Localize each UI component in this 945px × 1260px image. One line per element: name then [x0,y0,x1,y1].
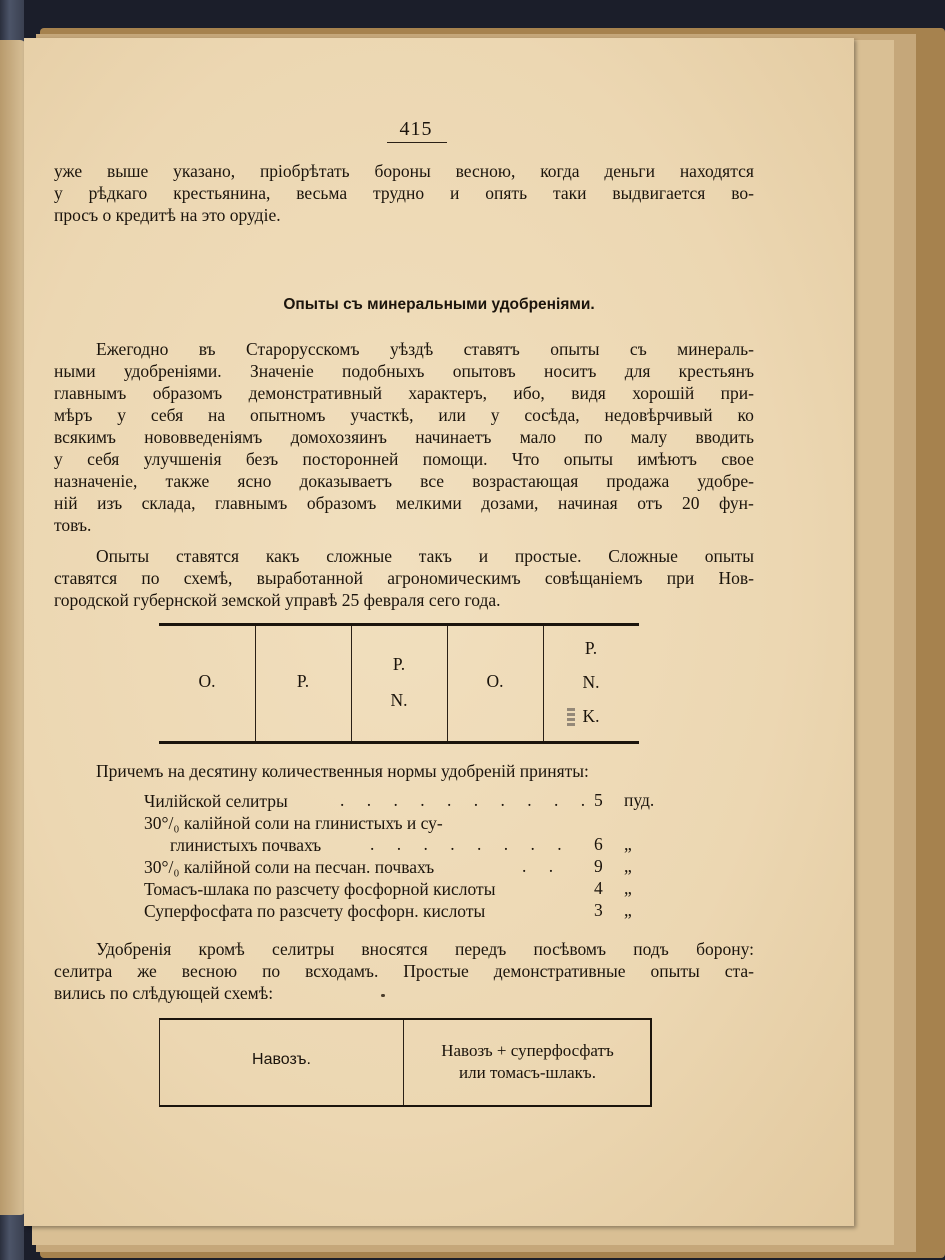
word: главнымъ [54,383,127,403]
word: домохозяинъ [290,427,387,447]
word: какъ [265,546,300,566]
word: бороны [374,161,431,181]
word: себя [87,449,120,469]
norm-value: 3 [594,900,603,920]
word: изъ [97,493,123,513]
word: у [54,183,63,203]
word: 20 [681,493,700,513]
word: характеръ, [408,383,488,403]
norm-unit: пуд. [624,790,655,810]
table-divider [403,1020,404,1105]
norm-row [144,900,485,922]
word: посторонней [302,449,399,469]
word: участкѣ, [350,405,414,425]
word: ясно [237,471,272,491]
word: удобре- [697,471,754,491]
word: начинаетъ [415,427,492,447]
norm-name: Суперфосфата по разсчету фосфорн. кислоты [144,901,486,921]
scheme-cell-line: или томасъ-шлакъ. [459,1063,596,1082]
word: ставятся [175,546,240,566]
page-number: 415 [399,118,433,140]
word: сложные [326,546,392,566]
word: также [165,471,210,491]
scheme-cell: P. [584,638,598,658]
word: всходамъ. [305,961,379,981]
word: дозами, [481,493,539,513]
word: образомъ [152,383,223,403]
norm-name: Томасъ-шлака по разсчету фосфорной кислоты [144,879,496,899]
table-divider [543,626,544,741]
word: агрономическимъ [387,568,521,588]
word: уѣздѣ [389,339,434,359]
word: ко [737,405,754,425]
word: таки [552,183,587,203]
word: рѣдкаго [88,183,148,203]
word: же [137,961,157,981]
text-line [54,470,754,492]
text-line [54,567,754,589]
word: опытовъ [452,361,516,381]
word: крестьянъ [678,361,754,381]
word: Простые [403,961,469,981]
scheme-cell: N. [390,690,408,710]
word: крестьянина, [173,183,271,203]
word: на [208,405,226,425]
word: прiобрѣтать [259,161,350,181]
word: ибо, [513,383,545,403]
text-line [54,448,754,470]
text-line: вились по слѣдующей схемѣ: [54,983,274,1003]
word: нiй [54,493,78,513]
word: минераль- [677,339,754,359]
table-divider [255,626,256,741]
word: демонстративные [493,961,626,981]
word: вводить [695,427,754,447]
scheme-cell: Навозъ. [252,1051,311,1068]
word: простые. [514,546,582,566]
norm-row [144,790,288,812]
word: демонстративный [248,383,382,403]
text-line [54,160,754,182]
section-heading: Опыты съ минеральными удобренiями. [283,296,595,313]
text-line [96,938,754,960]
word: доказываетъ [299,471,393,491]
word: склада, [141,493,196,513]
word: съ [629,339,647,359]
word: совѣщанiемъ [544,568,643,588]
word: мѣръ [54,405,93,425]
norm-unit: „ [624,878,632,898]
page-number-rule [387,142,447,143]
word: имѣютъ [637,449,697,469]
norm-name: 30°/₀ калiйной соли на песчан. почвахъ [144,857,435,877]
facing-page-edge [0,40,26,1215]
word: себя [150,405,184,425]
word: свое [721,449,754,469]
word: Сложные [608,546,678,566]
word: начиная [557,493,618,513]
text-line-content: просъ о кредитѣ на это орудiе. [54,205,281,225]
word: когда [540,161,580,181]
word: весьма [296,183,348,203]
word: всякимъ [54,427,116,447]
word: по [584,427,603,447]
word: сосѣда, [524,405,580,425]
text-line: городской губернской земской управѣ 25 февраля сего года. [54,590,501,610]
word: видя [571,383,606,403]
leader-dots: . . . . . . . . . . [340,790,595,810]
word: ставятся [54,568,118,588]
norm-value: 5 [594,790,603,810]
book-page [24,38,854,1226]
word: во- [731,183,754,203]
word: деньги [604,161,655,181]
leader-dots: . . [522,856,563,876]
text-line: товъ. [54,515,92,535]
table-divider [447,626,448,741]
word: и [449,183,460,203]
norm-row [170,834,321,856]
word: вносятся [361,939,428,959]
word: все [420,471,445,491]
word: выработанной [256,568,363,588]
norm-value: 4 [594,878,603,898]
word: улучшенiя [143,449,222,469]
word: помощи. [422,449,488,469]
word: весною, [455,161,516,181]
norm-unit: „ [624,900,632,920]
word: выше [107,161,149,181]
scheme-cell: P. [296,671,310,691]
word: опять [485,183,528,203]
word: посѣвомъ [533,939,607,959]
ink-blemish [567,708,575,726]
scheme-cell: O. [486,671,504,691]
word: у [117,405,127,425]
text-line [96,545,754,567]
word: мелкими [395,493,462,513]
norm-name: Чилiйской селитры [144,791,288,811]
word: ными [54,361,96,381]
word: по [262,961,281,981]
word: удобренiями. [123,361,222,381]
scheme-cell [405,1040,650,1084]
word: ста- [724,961,754,981]
text-line [54,360,754,382]
word: у [490,405,500,425]
word: хорошiй [632,383,695,403]
word: у [54,449,63,469]
scheme-cell-line: Навозъ + суперфосфатъ [441,1041,614,1060]
word: опыты [563,449,614,469]
word: или [438,405,466,425]
word: и [478,546,489,566]
word: ставятъ [463,339,520,359]
word: выдвигается [612,183,706,203]
ink-speck [381,994,385,997]
norm-name: 30°/₀ калiйной соли на глинистыхъ и су- [144,813,443,833]
text-line: Причемъ на десятину количественныя нормы удобренiй приняты: [96,761,589,781]
word: главнымъ [215,493,288,513]
text-line [54,492,754,514]
word: уже [54,161,83,181]
scheme-cell: N. [582,672,600,692]
text-line [54,382,754,404]
word: Значенiе [249,361,314,381]
scheme-cell: O. [198,671,216,691]
word: по [141,568,160,588]
text-line [54,204,754,226]
word: недовѣрчивый [604,405,713,425]
word: въ [198,339,216,359]
word: при- [720,383,754,403]
text-line [54,960,754,982]
word: мало [519,427,557,447]
word: опыты [550,339,600,359]
norm-row [144,856,434,878]
norm-value: 6 [594,834,603,854]
leader-dots: . . . . . . . . [370,834,571,854]
word: опыты [704,546,754,566]
word: отъ [637,493,663,513]
simple-scheme-table [159,1018,652,1107]
word: малу [630,427,668,447]
word: Что [511,449,540,469]
word: назначенiе, [54,471,138,491]
word: нововведенiямъ [144,427,263,447]
norm-unit: „ [624,834,632,854]
word: при [666,568,695,588]
norm-row [144,812,443,834]
word: опыты [650,961,700,981]
word: передъ [454,939,507,959]
word: селитры [271,939,335,959]
norm-value: 9 [594,856,603,876]
word: возрастающая [472,471,579,491]
word: Нов- [718,568,754,588]
word: продажа [606,471,670,491]
text-line [54,182,754,204]
text-line [96,338,754,360]
word: подобныхъ [342,361,425,381]
word: опытномъ [250,405,326,425]
text-line [54,426,754,448]
scheme-cell: P. [392,654,406,674]
word: для [624,361,651,381]
norm-row [144,878,495,900]
text-line [54,404,754,426]
word: Удобренiя [96,939,172,959]
word: такъ [418,546,452,566]
word: подъ [633,939,669,959]
word: кромѣ [198,939,245,959]
word: весною [181,961,238,981]
word: носитъ [544,361,597,381]
word: Ежегодно [96,339,169,359]
word: фун- [719,493,754,513]
word: схемѣ, [183,568,233,588]
word: находятся [679,161,754,181]
word: селитра [54,961,113,981]
word: Старорусскомъ [246,339,360,359]
word: безъ [245,449,279,469]
word: указано, [173,161,236,181]
norm-unit: „ [624,856,632,876]
word: борону: [696,939,754,959]
word: трудно [373,183,425,203]
norm-name: глинистыхъ почвахъ [170,835,322,855]
word: образомъ [306,493,377,513]
word: Опыты [96,546,150,566]
table-divider [351,626,352,741]
scheme-cell: K. [582,706,600,726]
